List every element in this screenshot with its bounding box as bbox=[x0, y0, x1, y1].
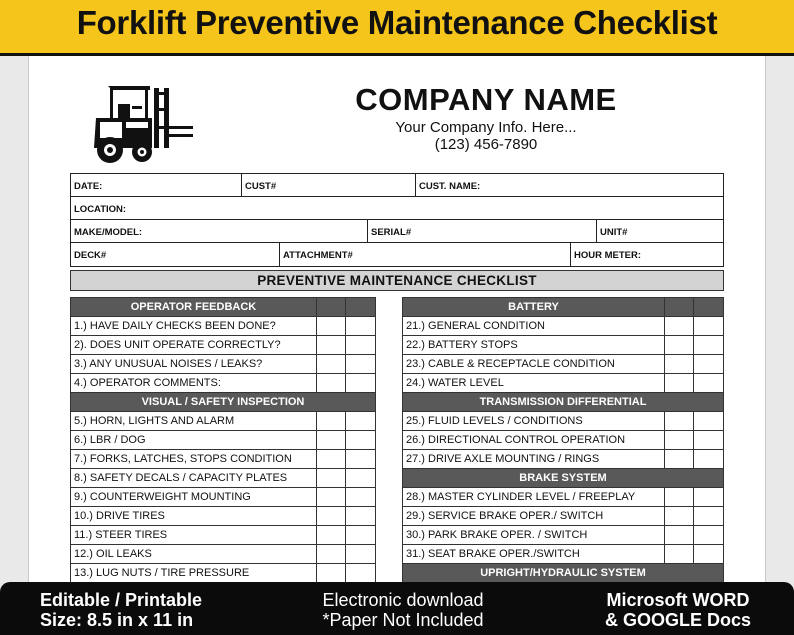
checklist-row bbox=[403, 431, 723, 450]
check-box[interactable] bbox=[317, 564, 346, 582]
check-box[interactable] bbox=[317, 526, 346, 544]
footer-download-text: Electronic download bbox=[322, 590, 484, 610]
check-box[interactable] bbox=[346, 317, 375, 335]
checklist-item-label: 31.) SEAT BRAKE OPER./SWITCH bbox=[403, 545, 665, 563]
checklist-row bbox=[71, 317, 375, 336]
checklist-item-label: 30.) PARK BRAKE OPER. / SWITCH bbox=[403, 526, 665, 544]
attachment-field[interactable]: ATTACHMENT# bbox=[280, 243, 571, 266]
checklist-right-column bbox=[402, 297, 724, 583]
forklift-icon bbox=[90, 82, 196, 168]
section-header-label: VISUAL / SAFETY INSPECTION bbox=[141, 396, 305, 408]
serial-field[interactable]: SERIAL# bbox=[368, 220, 597, 242]
check-box[interactable] bbox=[665, 355, 694, 373]
section-header-label: OPERATOR FEEDBACK bbox=[71, 298, 317, 316]
checklist-row bbox=[71, 336, 375, 355]
check-box[interactable] bbox=[665, 374, 694, 392]
checklist-row bbox=[71, 450, 375, 469]
check-box[interactable] bbox=[694, 412, 723, 430]
check-box[interactable] bbox=[346, 545, 375, 563]
checklist-item-label: 24.) WATER LEVEL bbox=[403, 374, 665, 392]
checklist-row bbox=[403, 374, 723, 393]
checklist-row bbox=[403, 336, 723, 355]
check-box[interactable] bbox=[317, 469, 346, 487]
check-box[interactable] bbox=[317, 355, 346, 373]
checklist-row bbox=[71, 507, 375, 526]
unit-field[interactable]: UNIT# bbox=[600, 227, 628, 238]
cust-number-field[interactable]: CUST# bbox=[242, 174, 416, 196]
cust-name-field[interactable]: CUST. NAME: bbox=[419, 181, 481, 192]
date-field[interactable]: DATE: bbox=[71, 174, 242, 196]
checklist-item-label: 25.) FLUID LEVELS / CONDITIONS bbox=[403, 412, 665, 430]
check-box[interactable] bbox=[317, 488, 346, 506]
checklist-row bbox=[71, 469, 375, 488]
checklist-item-label: 13.) LUG NUTS / TIRE PRESSURE bbox=[71, 564, 317, 582]
checklist-item-label: 27.) DRIVE AXLE MOUNTING / RINGS bbox=[403, 450, 665, 468]
checklist-title: PREVENTIVE MAINTENANCE CHECKLIST bbox=[70, 270, 724, 291]
checklist-row bbox=[71, 355, 375, 374]
section-header-transmission bbox=[403, 393, 723, 412]
checklist-item-label: 21.) GENERAL CONDITION bbox=[403, 317, 665, 335]
checklist-item-label: 2). DOES UNIT OPERATE CORRECTLY? bbox=[71, 336, 317, 354]
check-box[interactable] bbox=[317, 317, 346, 335]
check-box[interactable] bbox=[346, 355, 375, 373]
deck-field[interactable]: DECK# bbox=[71, 243, 280, 266]
check-box[interactable] bbox=[665, 488, 694, 506]
check-box[interactable] bbox=[665, 412, 694, 430]
check-box[interactable] bbox=[694, 317, 723, 335]
checklist-row bbox=[71, 431, 375, 450]
footer-google-text: & GOOGLE Docs bbox=[604, 610, 752, 630]
checklist-row bbox=[71, 412, 375, 431]
company-info: Your Company Info. Here... bbox=[395, 119, 577, 136]
checklist-item-label: 8.) SAFETY DECALS / CAPACITY PLATES bbox=[71, 469, 317, 487]
checklist-item-label: 6.) LBR / DOG bbox=[71, 431, 317, 449]
top-banner bbox=[0, 0, 794, 56]
checklist-row bbox=[403, 507, 723, 526]
check-box[interactable] bbox=[317, 507, 346, 525]
check-box[interactable] bbox=[346, 450, 375, 468]
check-box[interactable] bbox=[346, 431, 375, 449]
footer-size-text: Size: 8.5 in x 11 in bbox=[40, 610, 194, 630]
checklist-row bbox=[403, 450, 723, 469]
check-box[interactable] bbox=[665, 545, 694, 563]
check-box[interactable] bbox=[317, 336, 346, 354]
check-box[interactable] bbox=[346, 336, 375, 354]
checklist-item-label: 22.) BATTERY STOPS bbox=[403, 336, 665, 354]
check-box[interactable] bbox=[694, 526, 723, 544]
company-name: COMPANY NAME bbox=[355, 82, 617, 117]
check-box[interactable] bbox=[317, 374, 346, 392]
footer-paper-note: *Paper Not Included bbox=[322, 610, 484, 630]
check-box[interactable] bbox=[665, 336, 694, 354]
background-right bbox=[766, 56, 794, 596]
check-box[interactable] bbox=[317, 431, 346, 449]
checklist-item-label: 5.) HORN, LIGHTS AND ALARM bbox=[71, 412, 317, 430]
check-box[interactable] bbox=[346, 469, 375, 487]
job-info-form bbox=[70, 173, 724, 267]
check-box[interactable] bbox=[694, 545, 723, 563]
location-field[interactable]: LOCATION: bbox=[74, 204, 127, 215]
info-row-2 bbox=[71, 197, 723, 220]
section-header-operator-feedback bbox=[71, 298, 375, 317]
check-box[interactable] bbox=[665, 450, 694, 468]
checklist-row bbox=[403, 526, 723, 545]
header-box bbox=[346, 298, 375, 316]
checklist-left-column bbox=[70, 297, 376, 583]
footer-editable-text: Editable / Printable bbox=[40, 590, 203, 610]
section-header-label: BRAKE SYSTEM bbox=[519, 472, 607, 484]
section-header-label: BATTERY bbox=[403, 298, 665, 316]
check-box[interactable] bbox=[665, 317, 694, 335]
checklist-row bbox=[71, 488, 375, 507]
background-left bbox=[0, 56, 28, 596]
check-box[interactable] bbox=[694, 336, 723, 354]
info-row-4 bbox=[71, 243, 723, 266]
section-header-label: UPRIGHT/HYDRAULIC SYSTEM bbox=[480, 567, 646, 579]
checklist-row bbox=[71, 526, 375, 545]
checklist-item-label: 1.) HAVE DAILY CHECKS BEEN DONE? bbox=[71, 317, 317, 335]
check-box[interactable] bbox=[317, 412, 346, 430]
checklist-row bbox=[403, 412, 723, 431]
header-box bbox=[694, 298, 723, 316]
check-box[interactable] bbox=[665, 526, 694, 544]
checklist-row bbox=[403, 317, 723, 336]
check-box[interactable] bbox=[317, 450, 346, 468]
info-row-1 bbox=[71, 174, 723, 197]
checklist-item-label: 10.) DRIVE TIRES bbox=[71, 507, 317, 525]
check-box[interactable] bbox=[665, 507, 694, 525]
company-phone: (123) 456-7890 bbox=[434, 136, 538, 153]
checklist-item-label: 29.) SERVICE BRAKE OPER./ SWITCH bbox=[403, 507, 665, 525]
checklist-item-label: 12.) OIL LEAKS bbox=[71, 545, 317, 563]
checklist-item-label: 3.) ANY UNUSUAL NOISES / LEAKS? bbox=[71, 355, 317, 373]
checklist-item-label: 7.) FORKS, LATCHES, STOPS CONDITION bbox=[71, 450, 317, 468]
checklist-row bbox=[71, 374, 375, 393]
hour-meter-field[interactable]: HOUR METER: bbox=[574, 250, 642, 261]
check-box[interactable] bbox=[346, 526, 375, 544]
header-box bbox=[665, 298, 694, 316]
check-box[interactable] bbox=[665, 431, 694, 449]
header-box bbox=[317, 298, 346, 316]
checklist-item-label: 26.) DIRECTIONAL CONTROL OPERATION bbox=[403, 431, 665, 449]
check-box[interactable] bbox=[694, 450, 723, 468]
check-box[interactable] bbox=[346, 507, 375, 525]
section-header-brake-system bbox=[403, 469, 723, 488]
section-header-battery bbox=[403, 298, 723, 317]
checklist-row bbox=[403, 545, 723, 564]
section-header-label: TRANSMISSION DIFFERENTIAL bbox=[479, 396, 647, 408]
check-box[interactable] bbox=[694, 488, 723, 506]
checklist-row bbox=[71, 545, 375, 564]
checklist-row bbox=[403, 488, 723, 507]
info-row-3 bbox=[71, 220, 723, 243]
checklist-item-label: 28.) MASTER CYLINDER LEVEL / FREEPLAY bbox=[403, 488, 665, 506]
check-box[interactable] bbox=[694, 507, 723, 525]
make-model-field[interactable]: MAKE/MODEL: bbox=[71, 220, 368, 242]
banner-title: Forklift Preventive Maintenance Checklist bbox=[76, 4, 718, 41]
checklist-item-label: 11.) STEER TIRES bbox=[71, 526, 317, 544]
checklist-item-label: 4.) OPERATOR COMMENTS: bbox=[71, 374, 317, 392]
check-box[interactable] bbox=[317, 545, 346, 563]
check-box[interactable] bbox=[694, 431, 723, 449]
section-header-upright-hydraulic bbox=[403, 564, 723, 583]
check-box[interactable] bbox=[694, 374, 723, 392]
check-box[interactable] bbox=[346, 488, 375, 506]
check-box[interactable] bbox=[346, 412, 375, 430]
check-box[interactable] bbox=[346, 374, 375, 392]
checklist-row bbox=[403, 355, 723, 374]
checklist-item-label: 23.) CABLE & RECEPTACLE CONDITION bbox=[403, 355, 665, 373]
section-header-visual-safety bbox=[71, 393, 375, 412]
footer-word-text: Microsoft WORD bbox=[606, 590, 750, 610]
checklist-item-label: 9.) COUNTERWEIGHT MOUNTING bbox=[71, 488, 317, 506]
check-box[interactable] bbox=[694, 355, 723, 373]
check-box[interactable] bbox=[346, 564, 375, 582]
checklist-row bbox=[71, 564, 375, 583]
